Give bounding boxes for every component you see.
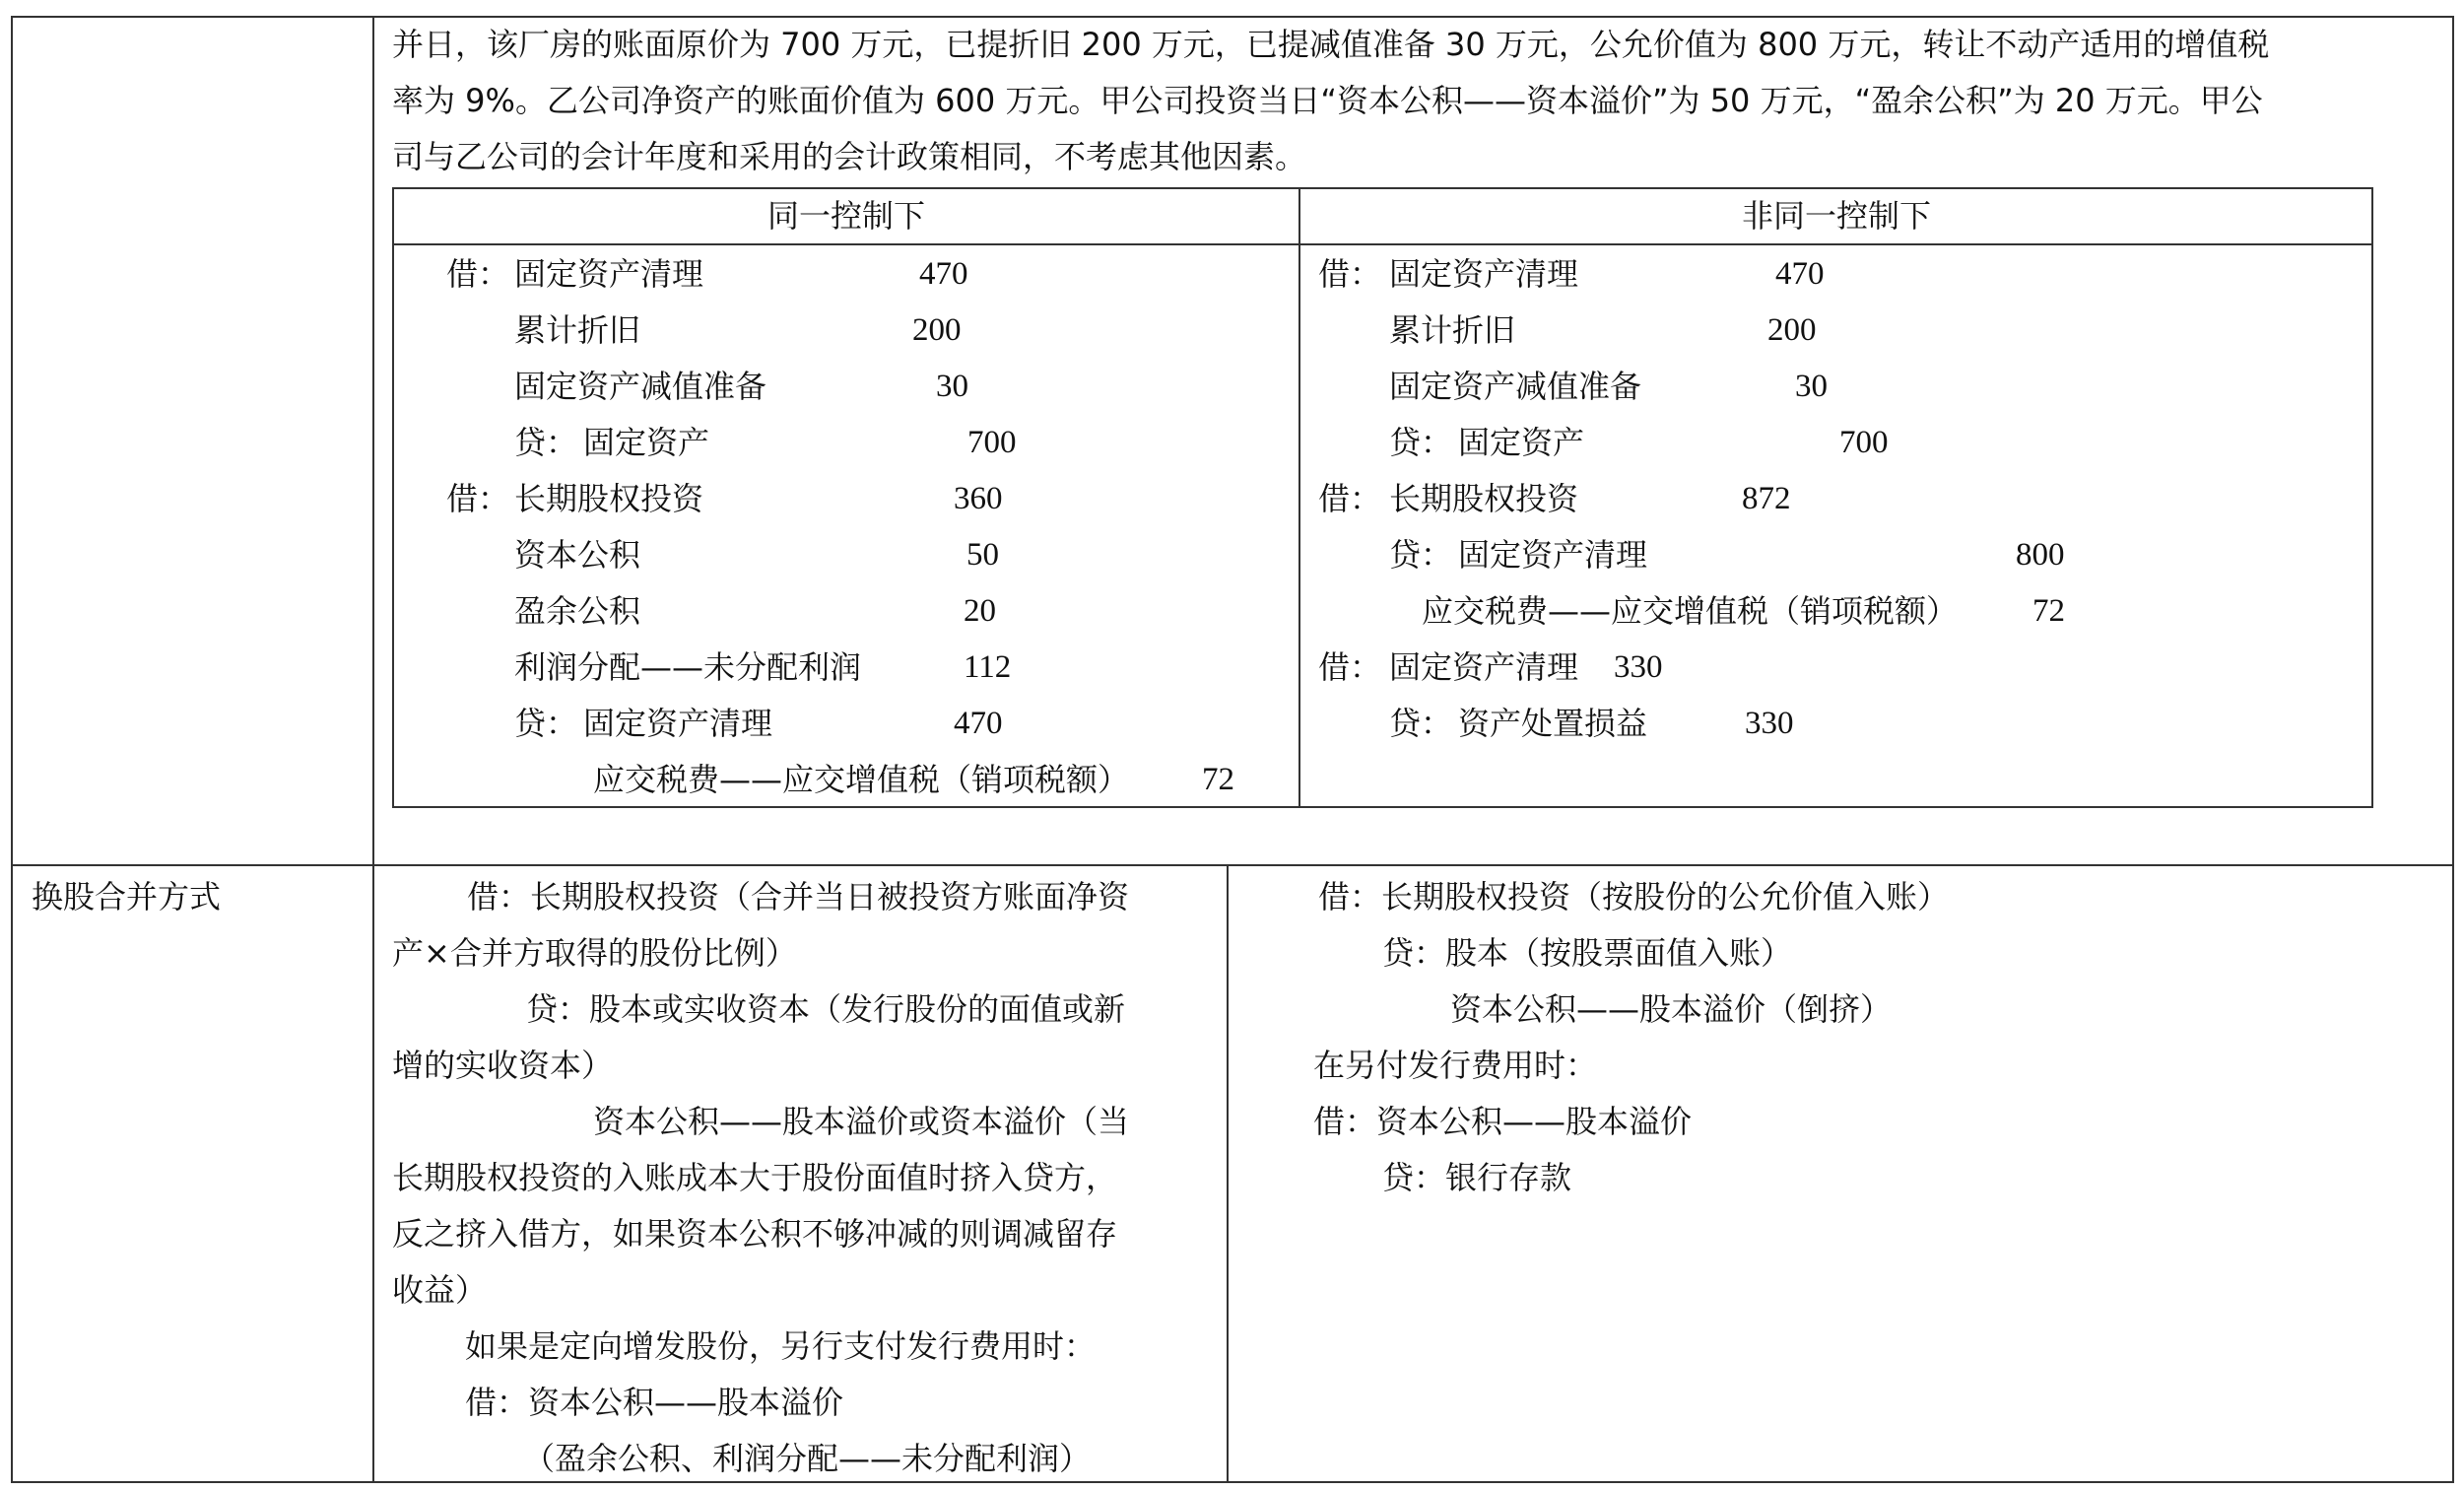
entry-amount: 872	[1742, 481, 1791, 516]
description-line: 司与乙公司的会计年度和采用的会计政策相同，不考虑其他因素。	[392, 138, 1307, 175]
entry-account: 固定资产清理	[1458, 536, 1648, 574]
header-same-control: 同一控制下	[766, 197, 926, 235]
outer-table-col-divider	[372, 16, 374, 1483]
entry-amount: 330	[1745, 706, 1794, 741]
text-line: 在另付发行费用时：	[1313, 1047, 1598, 1084]
text-line: 长期股权投资的入账成本大于股份面值时挤入贷方，	[392, 1159, 1118, 1196]
entry-account: 固定资产减值准备	[1389, 368, 1642, 405]
entry-amount: 30	[936, 369, 968, 404]
entry-account: 固定资产清理	[1389, 648, 1579, 686]
entry-account: 固定资产清理	[583, 705, 773, 742]
entry-amount: 72	[1202, 762, 1234, 797]
entry-amount: 112	[964, 649, 1012, 685]
entry-amount: 200	[1767, 312, 1817, 348]
description-line: 并日，该厂房的账面原价为 700 万元，已提折旧 200 万元，已提减值准备 30 万元，公允价值为 800 万元，转让不动产适用的增值税	[392, 26, 2270, 63]
text-line: 收益）	[392, 1271, 488, 1309]
entry-amount: 700	[967, 425, 1017, 460]
text-line: 借：资本公积——股本溢价	[465, 1384, 844, 1421]
entry-amount: 20	[964, 593, 996, 629]
inner-table-left-border	[392, 187, 394, 808]
entry-account: 固定资产减值准备	[514, 368, 767, 405]
entry-prefix: 借：	[446, 255, 510, 293]
entry-prefix: 贷：	[514, 705, 578, 742]
outer-table-right-border	[2452, 16, 2454, 1483]
description-line: 率为 9%。乙公司净资产的账面价值为 600 万元。甲公司投资当日“资本公积——资本溢价”为 50 万元，“盈余公积”为 20 万元。甲公	[392, 82, 2263, 119]
entry-amount: 50	[966, 537, 999, 573]
entry-prefix: 借：	[1318, 648, 1382, 686]
text-line: 借：长期股权投资（合并当日被投资方账面净资	[467, 878, 1130, 915]
entry-account: 应交税费——应交增值税（销项税额）	[593, 761, 1130, 798]
entry-account: 累计折旧	[514, 311, 641, 349]
entry-prefix: 借：	[1318, 255, 1382, 293]
entry-account: 资产处置损益	[1458, 705, 1648, 742]
text-line: 资本公积——股本溢价或资本溢价（当	[593, 1103, 1130, 1140]
entry-account: 应交税费——应交增值税（销项税额）	[1422, 592, 1959, 630]
entry-prefix: 借：	[446, 480, 510, 517]
entry-amount: 470	[919, 256, 968, 292]
text-line: 贷：银行存款	[1382, 1159, 1572, 1196]
row-label-share-exchange: 换股合并方式	[32, 878, 222, 915]
inner-table-top-border	[392, 187, 2372, 189]
entry-account: 长期股权投资	[514, 480, 704, 517]
entry-amount: 360	[954, 481, 1003, 516]
entry-prefix: 贷：	[1389, 705, 1453, 742]
inner-table-header-divider	[392, 243, 2372, 245]
text-line: 如果是定向增发股份，另行支付发行费用时：	[465, 1327, 1097, 1365]
text-line: 贷：股本或实收资本（发行股份的面值或新	[526, 990, 1126, 1028]
text-line: 借：长期股权投资（按股份的公允价值入账）	[1318, 878, 1950, 915]
text-line: 资本公积——股本溢价（倒挤）	[1450, 990, 1893, 1028]
inner-table-right-border	[2371, 187, 2373, 808]
entry-account: 固定资产清理	[1389, 255, 1579, 293]
entry-account: 固定资产	[583, 424, 710, 461]
entry-prefix: 贷：	[1389, 536, 1453, 574]
header-different-control: 非同一控制下	[1741, 197, 1932, 235]
entry-amount: 700	[1839, 425, 1889, 460]
entry-account: 盈余公积	[514, 592, 641, 630]
text-line: （盈余公积、利润分配——未分配利润）	[523, 1440, 1092, 1477]
outer-table-left-border	[11, 16, 13, 1483]
entry-amount: 72	[2032, 593, 2065, 629]
entry-amount: 800	[2016, 537, 2065, 573]
entry-account: 资本公积	[514, 536, 641, 574]
text-line: 借：资本公积——股本溢价	[1313, 1103, 1693, 1140]
bottom-row-col-divider	[1227, 864, 1229, 1483]
text-line: 反之挤入借方，如果资本公积不够冲减的则调减留存	[392, 1215, 1118, 1253]
text-line: 增的实收资本）	[392, 1047, 614, 1084]
entry-account: 累计折旧	[1389, 311, 1516, 349]
entry-amount: 470	[954, 706, 1003, 741]
entry-prefix: 贷：	[1389, 424, 1453, 461]
text-line: 产×合并方取得的股份比例）	[392, 934, 797, 972]
outer-table-bottom-border	[11, 1481, 2453, 1483]
entry-account: 长期股权投资	[1389, 480, 1579, 517]
entry-amount: 30	[1795, 369, 1828, 404]
inner-table-col-divider	[1299, 187, 1300, 808]
entry-account: 固定资产清理	[514, 255, 704, 293]
entry-amount: 470	[1775, 256, 1825, 292]
outer-table-row-divider	[11, 864, 2453, 866]
entry-account: 固定资产	[1458, 424, 1585, 461]
entry-prefix: 借：	[1318, 480, 1382, 517]
text-line: 贷：股本（按股票面值入账）	[1382, 934, 1793, 972]
entry-amount: 200	[912, 312, 962, 348]
entry-account: 利润分配——未分配利润	[514, 648, 862, 686]
entry-amount: 330	[1614, 649, 1663, 685]
entry-prefix: 贷：	[514, 424, 578, 461]
